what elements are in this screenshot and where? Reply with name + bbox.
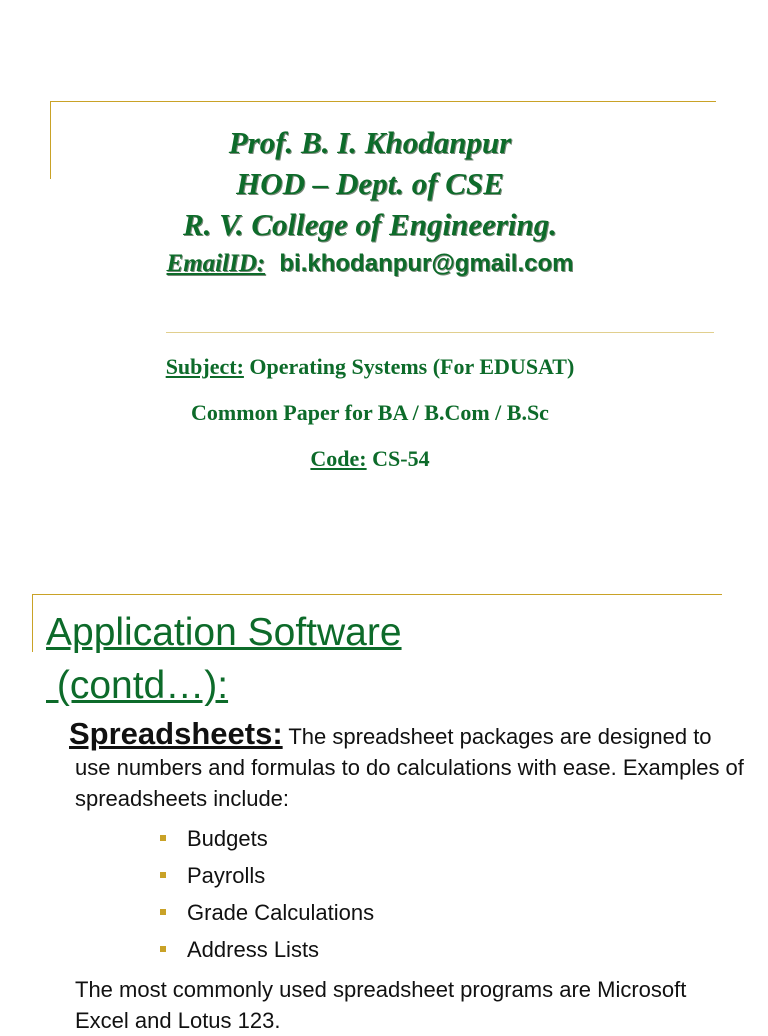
author-block — [60, 122, 680, 281]
email-value[interactable]: bi.khodanpur@gmail.com — [279, 250, 574, 277]
author-role: HOD – Dept. of CSE — [236, 166, 504, 201]
bullet-square-icon — [160, 872, 166, 878]
course-block — [60, 344, 680, 482]
author-college: R. V. College of Engineering. — [182, 207, 558, 242]
bullet-square-icon — [160, 909, 166, 915]
slide-body — [69, 716, 745, 1036]
middle-rule — [166, 332, 714, 333]
bullet-square-icon — [160, 946, 166, 952]
list-item: Budgets — [160, 820, 745, 857]
content-slide — [0, 560, 768, 1033]
left-rule — [50, 101, 51, 179]
intro-text: The spreadsheet packages are designed to use numbers and formulas to do calculations with ease. Examples of spreadsheets include: — [75, 724, 744, 811]
email-row — [60, 247, 680, 281]
bullet-square-icon — [160, 835, 166, 841]
term-spreadsheets: Spreadsheets: — [69, 716, 283, 751]
subject-row — [60, 344, 680, 390]
slide-title — [46, 606, 402, 712]
code-row — [60, 436, 680, 482]
examples-list — [75, 820, 745, 968]
slide2-top-rule — [32, 594, 722, 595]
code-value: CS-54 — [372, 446, 430, 471]
title-line-2: (contd…): — [46, 664, 229, 707]
closing-paragraph: The most commonly used spreadsheet programs are Microsoft Excel and Lotus 123. — [75, 977, 687, 1033]
code-label: Code: — [310, 446, 367, 471]
title-line-1: Application Software — [46, 611, 402, 654]
slide2-left-rule — [32, 594, 33, 652]
subject-label: Subject: — [165, 354, 244, 379]
list-item: Grade Calculations — [160, 894, 745, 931]
subject-value: Operating Systems (For EDUSAT) — [249, 354, 575, 379]
intro-paragraph — [69, 716, 745, 814]
list-item: Address Lists — [160, 931, 745, 968]
top-rule — [50, 101, 716, 102]
common-paper: Common Paper for BA / B.Com / B.Sc — [191, 400, 549, 425]
list-item: Payrolls — [160, 857, 745, 894]
email-label: EmailID: — [166, 250, 266, 277]
author-name: Prof. B. I. Khodanpur — [228, 125, 512, 160]
